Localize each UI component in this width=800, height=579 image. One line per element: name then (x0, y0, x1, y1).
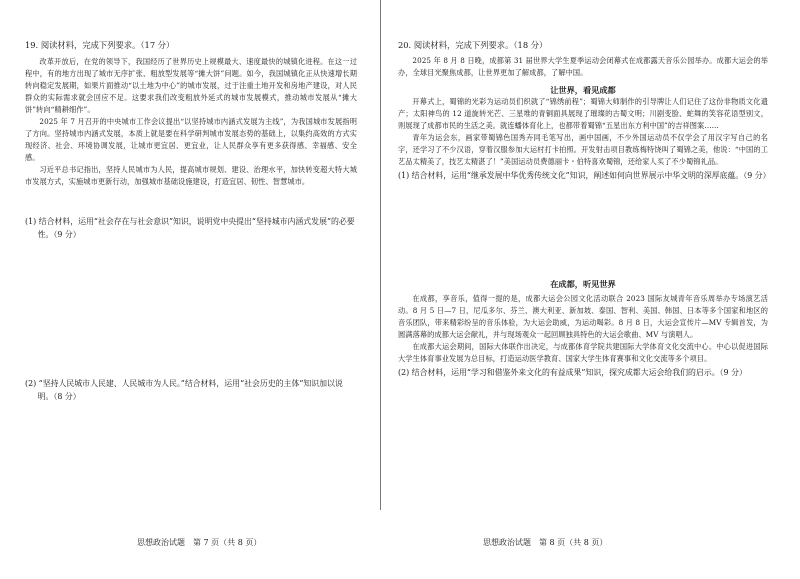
q19-subquestion-2: (2) “坚持人民城市人民建、人民城市为人民。”结合材料，运用“社会历史的主体”知识加以说明。（8 分） (25, 379, 343, 401)
question-20-material (398, 55, 771, 183)
q20-paragraph-1: 2025 年 8 月 8 日晚，成都第 31 届世界大学生夏季运动会闭幕式在成都露天音乐公园举办。成都大运会的举办，全球目光聚焦成都，让世界更加了解成都，了解中国。 (398, 56, 768, 77)
q20-paragraph-5: 在成都大运会期间，国际大体联作出决定，与成都体育学院共建国际大学体育文化交流中心。中心以促进国际大学生体育事业发展为总目标，打造运动医学教育、国家大学生体育赛事和文化交流等多个项目。 (398, 342, 768, 363)
q20-paragraph-4: 在成都，享音乐，值得一提的是，成都大运会公园文化活动联合 2023 国际友城青年音乐周举办专场演艺活动。8 月 5 日—7 日，尼瓜多尔、芬兰、澳大利亚、新加坡、泰国、智利、美国、韩国、日本等多个国家和地区的音乐团队，带来精彩纷呈的音乐体验，为大运会助威，为运动喝彩。8 月 8 日，大运会宣传片—MV 专辑首发，为圆满落幕的成都大运会献礼，并与现场观众一起回顾独具特色的大运会歌曲、MV 与演唱人。 (398, 294, 768, 339)
q20-subquestion-2: (2) 结合材料，运用“学习和借鉴外来文化的有益成果”知识，探究成都大运会给我们的启示。（9 分） (398, 368, 747, 377)
q19-subquestion-1: (1) 结合材料，运用“社会存在与社会意识”知识，说明党中央提出“坚持城市内涵式发展”的必要性。（9 分） (25, 217, 355, 239)
q20-section-title-2: 在成都，听见世界 (550, 279, 616, 289)
question-20-heading: 20. 阅读材料，完成下列要求。（18 分） (398, 40, 548, 50)
page-7 (0, 0, 380, 579)
page-8 (382, 0, 800, 579)
question-19-heading: 19. 阅读材料，完成下列要求。（17 分） (25, 40, 175, 50)
q19-paragraph-1: 改革开放后，在党的领导下，我国经历了世界历史上规模最大、速度最快的城镇化进程。在这一过程中，有的地方出现了城市无序扩张、粗放型发展等“摊大饼”问题。如今，我国城镇化正从快速增长期转向稳定发展期，如果片面推动“以土地为中心”的城市发展，过于注重土地开发和房地产建设，对人民群众的实际需求就会回应不足。这要求我们改变粗放外延式的城市发展模式，推动城市发展从“摊大饼”转向“精耕细作”。 (25, 57, 357, 114)
page-7-footer: 思想政治试题 第 7 页（共 8 页） (137, 538, 262, 547)
q20-section-title-1: 让世界，看见成都 (550, 85, 616, 95)
q19-subquestion-2-wrap (25, 378, 357, 403)
question-20-material-2 (398, 278, 768, 380)
q20-subquestion-1: (1) 结合材料，运用“继承发展中华优秀传统文化”知识，阐述如何向世界展示中华文明的深厚底蕴。（9 分） (398, 171, 771, 180)
question-19-material (25, 56, 357, 188)
q20-paragraph-2: 开幕式上，蜀锦的光彩为运动员们织就了“锦绣前程”；蜀锦大师制作的引导牌让人们记住了这份非物质文化遗产；太阳神鸟的 12 道旋转光芒、三星堆的青铜面具展现了璀璨的古蜀文明；川剧变脸、蛇舞的笑容花语型别文，则展现了成都市民的生活之美。就连蟠体育化上，也都带着蜀锦“五星出东方利中国”的吉祥图案…… (398, 97, 768, 130)
page-divider (380, 0, 381, 510)
q20-paragraph-3: 青年为运会东，画家带蜀锦色国秀卉同毛笔写出，画中国画，不少外国运动员不仅学会了用汉字写自己的名字，还学习了不少汉语，穿着汉服参加大运村打卡拍照。开发射击项目教练梅特饶叫了蜀锦之美，他说：“中国的工艺品太精美了，技艺太精湛了！”美国运动员费德丽卡・伯特喜欢蜀锦，还给家人买了不少蜀锦礼品。 (398, 133, 768, 166)
q19-paragraph-3: 习近平总书记指出，坚持人民城市为人民，提高城市规划、建设、治理水平，加快转变超大特大城市发展方式，实施城市更新行动，加强城市基础设施建设，打造宜居、韧性、智慧城市。 (25, 165, 357, 186)
q19-subquestion-1-wrap (25, 216, 357, 241)
page-8-footer: 思想政治试题 第 8 页（共 8 页） (483, 538, 608, 547)
q19-paragraph-2: 2025 年 7 月召开的中央城市工作会议提出“以坚持城市内涵式发展为主线”，为我国城市发展指明了方向。坚持城市内涵式发展，本质上就是要在科学研判城市发展态势的基础上，以集约高效的方式实现经济、社会、环境协调发展，让城市更宜居、更宜业，让人民群众享有更多获得感、幸福感、安全感。 (25, 117, 357, 162)
